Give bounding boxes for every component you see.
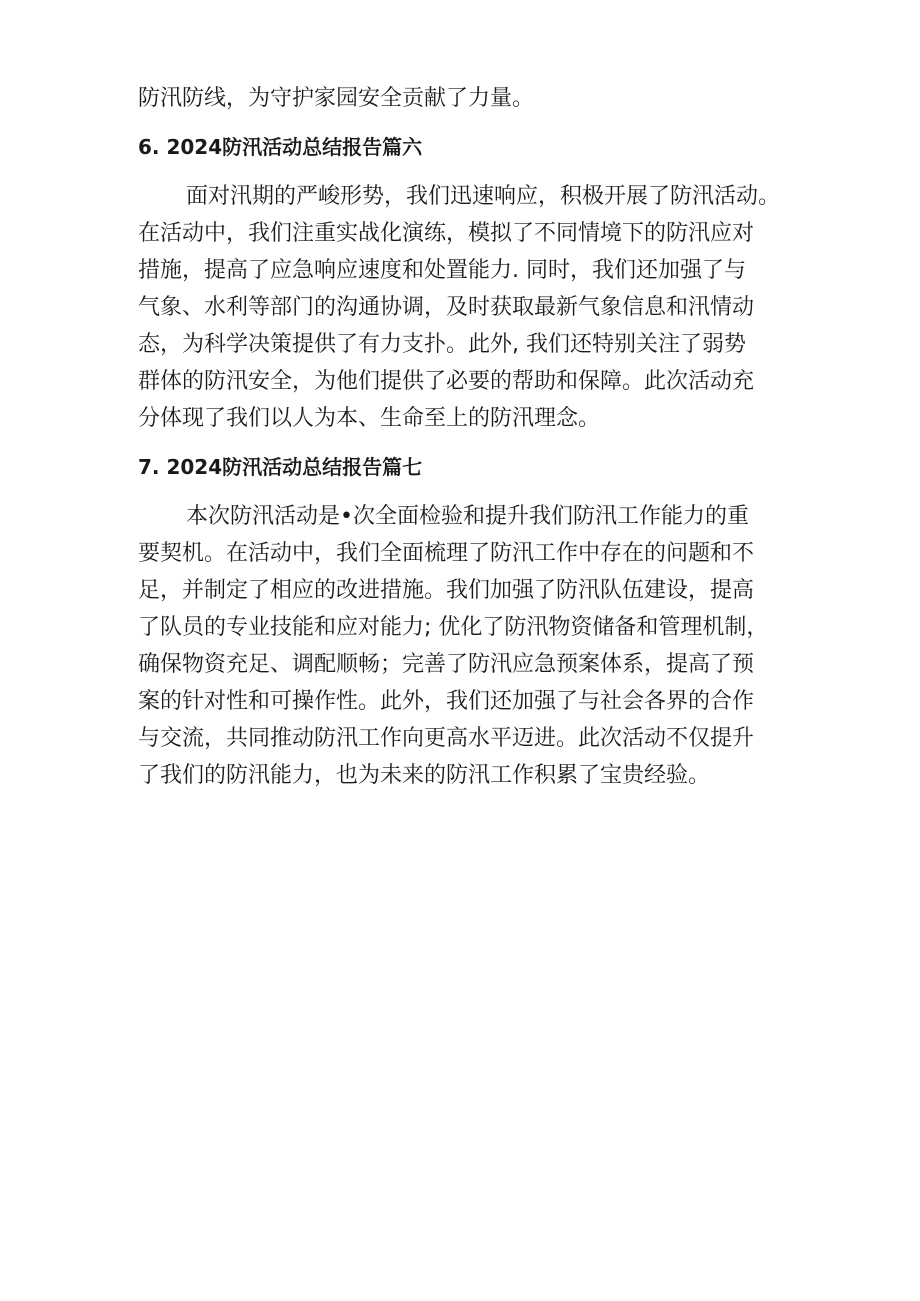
paragraph-line: 案的针对性和可操作性。此外，我们还加强了与社会各界的合作 — [138, 689, 755, 714]
intro-line: 防汛防线，为守护家园安全贡献了力量。 — [138, 86, 535, 111]
paragraph-line: 态，为科学决策提供了有力支扑。此外, 我们还特别关注了弱势 — [138, 332, 746, 357]
paragraph-line: 确保物资充足、调配顺畅；完善了防汛应急预案体系，提高了预 — [138, 652, 755, 677]
section-7-paragraph — [138, 498, 783, 794]
paragraph-line: 本次防汛活动是•次全面检验和提升我们防汛工作能力的重 — [186, 504, 749, 529]
section-heading-6: 6. 2024防汛活动总结报告篇六 — [138, 135, 423, 159]
paragraph-line: 在活动中，我们注重实战化演练，模拟了不同情境下的防汛应对 — [138, 221, 755, 246]
paragraph-line: 气象、水利等部门的沟通协调，及时获取最新气象信息和汛情动 — [138, 295, 755, 320]
document-body — [138, 80, 783, 794]
paragraph-line: 群体的防汛安全，为他们提供了必要的帮助和保障。此次活动充 — [138, 369, 755, 394]
paragraph-line: 面对汛期的严峻形势，我们迅速响应，积极开展了防汛活动。 — [186, 184, 781, 209]
paragraph-line: 要契机。在活动中，我们全面梳理了防汛工作中存在的问题和不 — [138, 541, 755, 566]
paragraph-line: 措施，提高了应急响应速度和处置能力. 同时，我们还加强了与 — [138, 258, 746, 283]
paragraph-line: 了队员的专业技能和应对能力; 优化了防汛物资储备和管理机制， — [138, 615, 769, 640]
paragraph-line: 与交流，共同推动防汛工作向更高水平迈进。此次活动不仅提升 — [138, 726, 755, 751]
section-6-paragraph — [138, 178, 783, 437]
paragraph-line: 足，并制定了相应的改进措施。我们加强了防汛队伍建设，提高 — [138, 578, 755, 603]
paragraph-line: 了我们的防汛能力，也为未来的防汛工作积累了宝贵经验。 — [138, 763, 711, 788]
section-heading-7: 7. 2024防汛活动总结报告篇七 — [138, 455, 423, 479]
paragraph-line: 分体现了我们以人为本、生命至上的防汛理念。 — [138, 406, 601, 431]
